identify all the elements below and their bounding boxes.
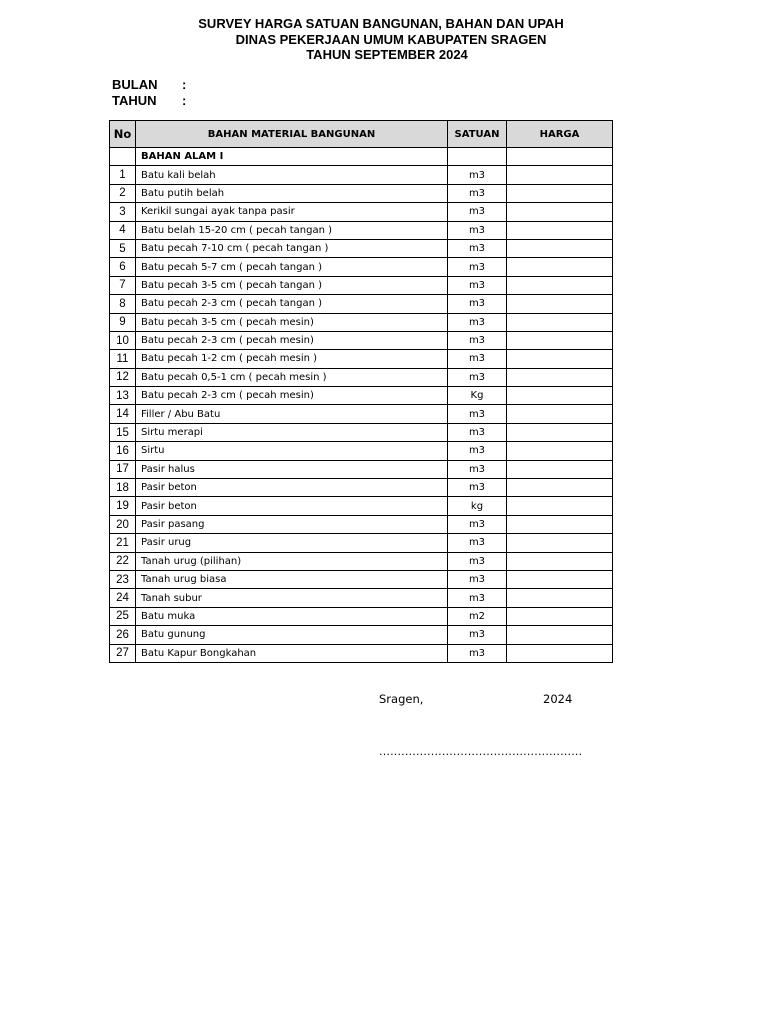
material-unit: m3 — [448, 423, 507, 441]
row-number: 8 — [110, 295, 136, 313]
material-name: Tanah subur — [136, 589, 448, 607]
table-row — [110, 331, 613, 349]
row-number: 9 — [110, 313, 136, 331]
material-name: Batu pecah 2-3 cm ( pecah mesin) — [136, 387, 448, 405]
table-row — [110, 423, 613, 441]
price-cell[interactable] — [507, 644, 613, 662]
bulan-label: BULAN — [112, 77, 158, 92]
material-unit: m3 — [448, 626, 507, 644]
price-cell[interactable] — [507, 570, 613, 588]
material-unit: m3 — [448, 203, 507, 221]
material-unit: m3 — [448, 331, 507, 349]
row-number: 23 — [110, 570, 136, 588]
price-cell[interactable] — [507, 460, 613, 478]
material-unit: m3 — [448, 479, 507, 497]
price-cell[interactable] — [507, 534, 613, 552]
price-cell[interactable] — [507, 331, 613, 349]
table-row — [110, 626, 613, 644]
material-unit: m3 — [448, 570, 507, 588]
material-unit: m3 — [448, 515, 507, 533]
price-cell[interactable] — [507, 515, 613, 533]
material-price-table — [109, 120, 613, 663]
material-name: Batu muka — [136, 607, 448, 625]
title-line-1: SURVEY HARGA SATUAN BANGUNAN, BAHAN DAN UPAH — [198, 16, 564, 31]
material-name: Batu pecah 1-2 cm ( pecah mesin ) — [136, 350, 448, 368]
material-unit: m3 — [448, 350, 507, 368]
material-name: Batu pecah 3-5 cm ( pecah mesin) — [136, 313, 448, 331]
material-name: Batu kali belah — [136, 166, 448, 184]
row-number: 2 — [110, 184, 136, 202]
row-number: 25 — [110, 607, 136, 625]
row-number: 20 — [110, 515, 136, 533]
table-row — [110, 644, 613, 662]
price-cell[interactable] — [507, 368, 613, 386]
material-name: Pasir beton — [136, 497, 448, 515]
material-name: Batu pecah 3-5 cm ( pecah tangan ) — [136, 276, 448, 294]
section-unit-cell — [448, 148, 507, 166]
price-cell[interactable] — [507, 221, 613, 239]
footer-year: 2024 — [543, 692, 573, 706]
material-unit: m2 — [448, 607, 507, 625]
price-cell[interactable] — [507, 607, 613, 625]
price-cell[interactable] — [507, 423, 613, 441]
price-cell[interactable] — [507, 239, 613, 257]
section-row — [110, 148, 613, 166]
row-number: 26 — [110, 626, 136, 644]
material-unit: m3 — [448, 368, 507, 386]
table-row — [110, 276, 613, 294]
price-cell[interactable] — [507, 313, 613, 331]
table-row — [110, 442, 613, 460]
bulan-colon: : — [182, 77, 187, 92]
material-name: Batu pecah 0,5-1 cm ( pecah mesin ) — [136, 368, 448, 386]
material-unit: m3 — [448, 295, 507, 313]
row-number: 13 — [110, 387, 136, 405]
material-name: Pasir halus — [136, 460, 448, 478]
table-header-row — [110, 121, 613, 148]
bulan-field — [112, 77, 186, 92]
table-row — [110, 258, 613, 276]
material-name: Tanah urug (pilihan) — [136, 552, 448, 570]
row-number: 1 — [110, 166, 136, 184]
table-row — [110, 497, 613, 515]
table-row — [110, 166, 613, 184]
section-title: BAHAN ALAM I — [136, 148, 448, 166]
material-name: Pasir pasang — [136, 515, 448, 533]
price-cell[interactable] — [507, 552, 613, 570]
material-name: Filler / Abu Batu — [136, 405, 448, 423]
signature-line: ....................................................... — [379, 745, 583, 758]
header-unit: SATUAN — [448, 121, 507, 148]
tahun-colon: : — [182, 93, 187, 108]
table-row — [110, 313, 613, 331]
material-unit: m3 — [448, 239, 507, 257]
material-unit: m3 — [448, 534, 507, 552]
table-row — [110, 552, 613, 570]
row-number: 19 — [110, 497, 136, 515]
price-cell[interactable] — [507, 166, 613, 184]
table-row — [110, 368, 613, 386]
material-unit: m3 — [448, 644, 507, 662]
material-name: Batu Kapur Bongkahan — [136, 644, 448, 662]
row-number: 27 — [110, 644, 136, 662]
title-line-2: DINAS PEKERJAAN UMUM KABUPATEN SRAGEN — [235, 31, 547, 47]
material-unit: m3 — [448, 442, 507, 460]
table-row — [110, 203, 613, 221]
material-unit: m3 — [448, 552, 507, 570]
table-row — [110, 607, 613, 625]
material-name: Tanah urug biasa — [136, 570, 448, 588]
material-name: Sirtu merapi — [136, 423, 448, 441]
row-number: 10 — [110, 331, 136, 349]
material-unit: m3 — [448, 166, 507, 184]
price-cell[interactable] — [507, 497, 613, 515]
price-cell[interactable] — [507, 350, 613, 368]
price-cell[interactable] — [507, 442, 613, 460]
material-name: Kerikil sungai ayak tanpa pasir — [136, 203, 448, 221]
row-number: 21 — [110, 534, 136, 552]
material-name: Batu gunung — [136, 626, 448, 644]
table-row — [110, 534, 613, 552]
material-name: Batu belah 15-20 cm ( pecah tangan ) — [136, 221, 448, 239]
row-number: 22 — [110, 552, 136, 570]
material-name: Batu pecah 7-10 cm ( pecah tangan ) — [136, 239, 448, 257]
price-cell[interactable] — [507, 184, 613, 202]
material-unit: m3 — [448, 405, 507, 423]
document-title — [0, 16, 768, 63]
row-number: 18 — [110, 479, 136, 497]
row-number: 5 — [110, 239, 136, 257]
table-body — [110, 148, 613, 663]
table-row — [110, 387, 613, 405]
table-row — [110, 589, 613, 607]
row-number: 4 — [110, 221, 136, 239]
table-row — [110, 405, 613, 423]
header-no: No — [110, 121, 136, 148]
material-unit: kg — [448, 497, 507, 515]
material-name: Sirtu — [136, 442, 448, 460]
material-unit: m3 — [448, 258, 507, 276]
material-unit: m3 — [448, 589, 507, 607]
table-row — [110, 515, 613, 533]
tahun-label: TAHUN — [112, 93, 157, 108]
header-material: BAHAN MATERIAL BANGUNAN — [136, 121, 448, 148]
table-row — [110, 460, 613, 478]
title-line-3: TAHUN SEPTEMBER 2024 — [306, 47, 468, 62]
table-row — [110, 570, 613, 588]
row-number: 16 — [110, 442, 136, 460]
price-cell[interactable] — [507, 203, 613, 221]
table-row — [110, 350, 613, 368]
table-row — [110, 479, 613, 497]
row-number: 17 — [110, 460, 136, 478]
material-unit: m3 — [448, 221, 507, 239]
price-cell[interactable] — [507, 405, 613, 423]
row-number: 3 — [110, 203, 136, 221]
price-cell[interactable] — [507, 276, 613, 294]
header-price: HARGA — [507, 121, 613, 148]
section-no-cell — [110, 148, 136, 166]
material-unit: m3 — [448, 184, 507, 202]
price-cell[interactable] — [507, 387, 613, 405]
row-number: 7 — [110, 276, 136, 294]
tahun-field — [112, 93, 186, 108]
material-name: Batu pecah 2-3 cm ( pecah mesin) — [136, 331, 448, 349]
section-price-cell — [507, 148, 613, 166]
row-number: 14 — [110, 405, 136, 423]
row-number: 11 — [110, 350, 136, 368]
material-unit: Kg — [448, 387, 507, 405]
material-unit: m3 — [448, 313, 507, 331]
material-name: Pasir urug — [136, 534, 448, 552]
footer-place: Sragen, — [379, 692, 424, 706]
material-name: Batu pecah 5-7 cm ( pecah tangan ) — [136, 258, 448, 276]
material-name: Batu pecah 2-3 cm ( pecah tangan ) — [136, 295, 448, 313]
row-number: 24 — [110, 589, 136, 607]
row-number: 15 — [110, 423, 136, 441]
row-number: 12 — [110, 368, 136, 386]
material-name: Batu putih belah — [136, 184, 448, 202]
price-cell[interactable] — [507, 626, 613, 644]
price-cell[interactable] — [507, 258, 613, 276]
price-cell[interactable] — [507, 589, 613, 607]
material-unit: m3 — [448, 460, 507, 478]
table-row — [110, 295, 613, 313]
table-row — [110, 184, 613, 202]
price-cell[interactable] — [507, 295, 613, 313]
table-row — [110, 239, 613, 257]
price-cell[interactable] — [507, 479, 613, 497]
material-name: Pasir beton — [136, 479, 448, 497]
table-row — [110, 221, 613, 239]
material-unit: m3 — [448, 276, 507, 294]
row-number: 6 — [110, 258, 136, 276]
